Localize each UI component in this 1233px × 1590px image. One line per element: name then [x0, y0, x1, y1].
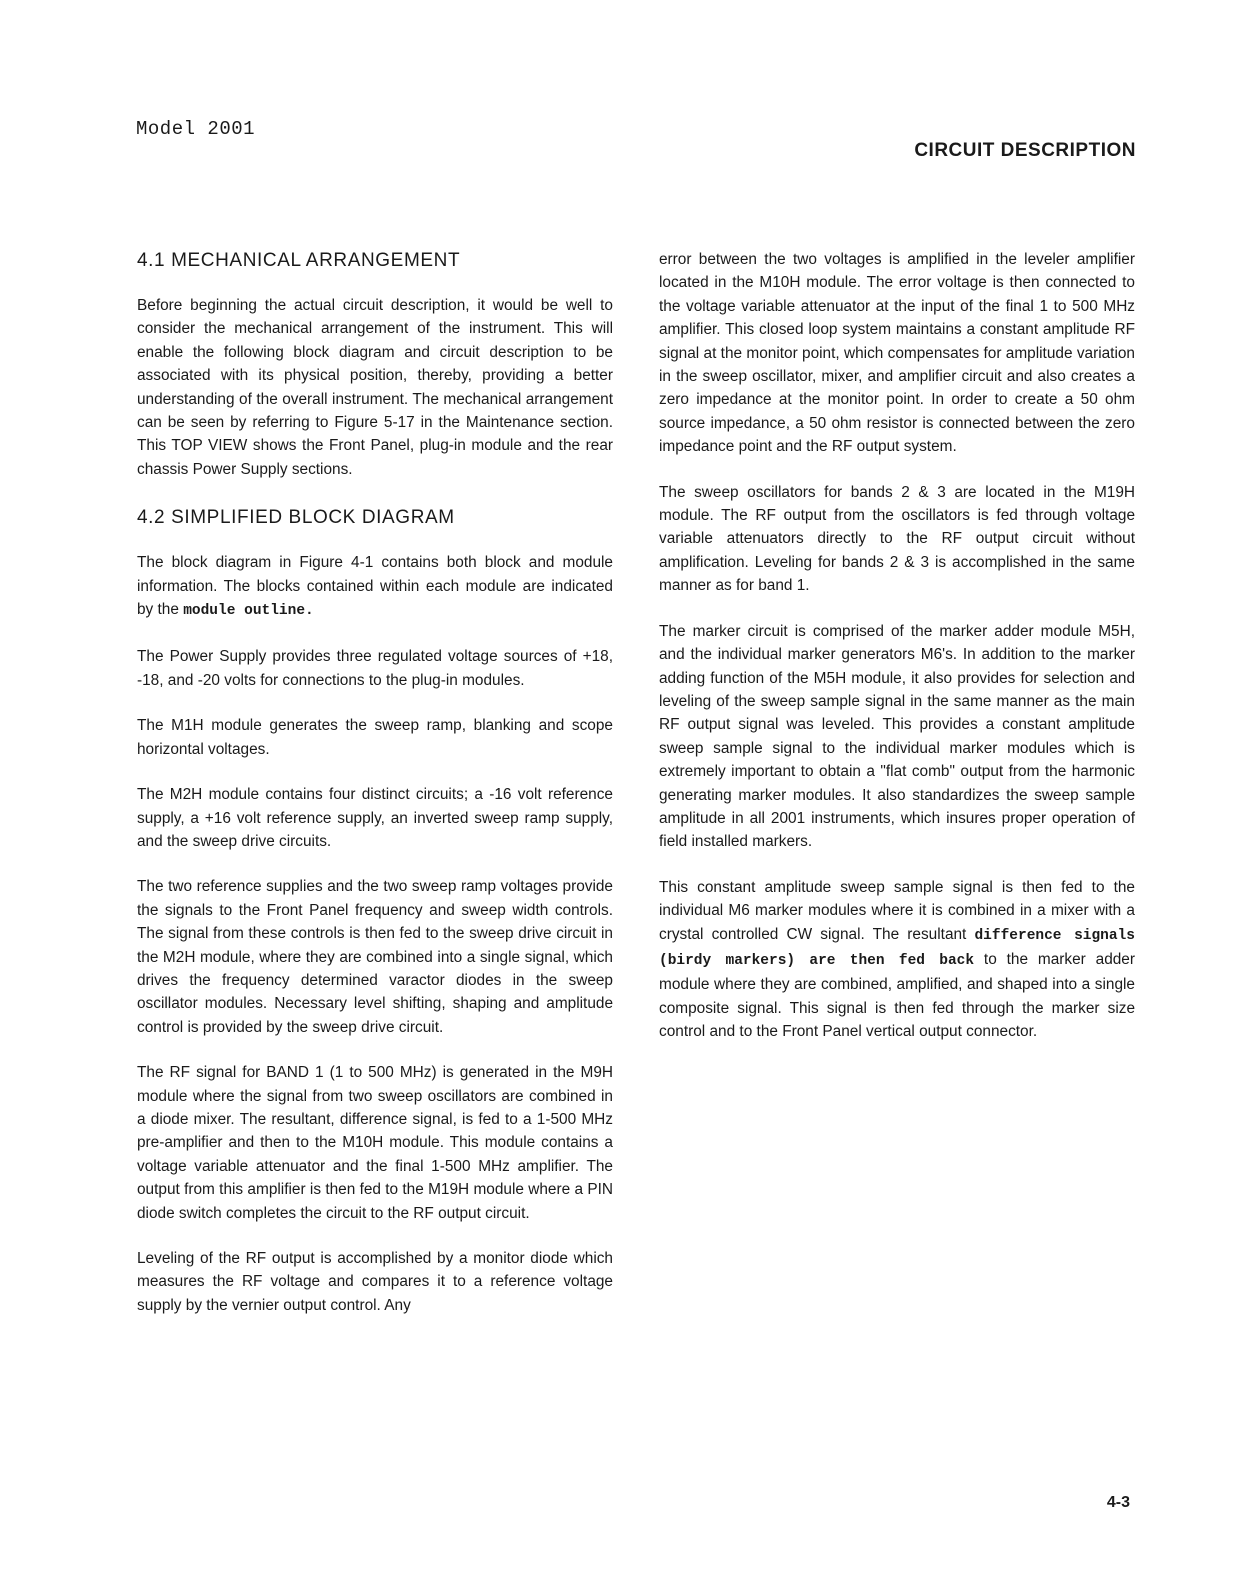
paragraph-m2h: The M2H module contains four distinct circuits; a -16 volt reference supply, a +16 volt reference supply, an inverted sweep ramp supply, and the sweep drive circuits.	[137, 786, 613, 850]
right-column	[659, 248, 1135, 1066]
paragraph-bands-2-3: The sweep oscillators for bands 2 & 3 are located in the M19H module. The RF output from the oscillators is fed through voltage variable attenuators directly to the RF output circuit without amplification. Leveling for bands 2 & 3 is accomplished in the same manner as for band 1.	[659, 483, 1135, 595]
paragraph-marker-circuit: The marker circuit is comprised of the marker adder module M5H, and the individual marker generators M6's. In addition to the marker adding function of the M5H module, it also provides for selection and leveling of the sweep sample signal in the same manner as the main RF output signal was leveled. This provides a constant amplitude sweep sample signal to the individual marker modules which is extremely important to obtain a "flat comb" output from the harmonic generating marker modules. It also standardizes the sweep sample amplitude in all 2001 instruments, which insures proper operation of field installed markers.	[659, 622, 1135, 851]
model-label: Model 2001	[136, 118, 256, 140]
section-title: CIRCUIT DESCRIPTION	[914, 140, 1136, 161]
module-outline-text: module outline.	[183, 603, 314, 620]
paragraph-power-supply: The Power Supply provides three regulated voltage sources of +18, -18, and -20 volts for connections to the plug-in modules.	[137, 648, 613, 689]
paragraph-rf-band1: The RF signal for BAND 1 (1 to 500 MHz) is generated in the M9H module where the signal from two sweep oscillators are combined in a diode mixer. The resultant, difference signal, is fed to a 1-500 MHz pre-amplifier and then to the M10H module. This module contains a voltage variable attenuator and the final 1-500 MHz amplifier. The output from this amplifier is then fed to the M19H module where a PIN diode switch completes the circuit to the RF output circuit.	[137, 1064, 613, 1222]
heading-mechanical-arrangement: 4.1 MECHANICAL ARRANGEMENT	[137, 250, 461, 271]
paragraph-block-diagram	[137, 551, 613, 623]
paragraph-mechanical: Before beginning the actual circuit description, it would be well to consider the mechanical arrangement of the instrument. This will enable the following block diagram and circuit description to be associated with its physical position, thereby, providing a better understanding of the overall instrument. The mechanical arrangement can be seen by referring to Figure 5-17 in the Maintenance section. This TOP VIEW shows the Front Panel, plug-in module and the rear chassis Power Supply sections.	[137, 297, 613, 478]
paragraph-block-diagram-text: The block diagram in Figure 4-1 contains both block and module information. The blocks contained within each module are indicated by the	[137, 554, 613, 619]
paragraph-m1h: The M1H module generates the sweep ramp, blanking and scope horizontal voltages.	[137, 717, 613, 758]
page-number: 4-3	[1106, 1494, 1130, 1511]
heading-block-diagram: 4.2 SIMPLIFIED BLOCK DIAGRAM	[137, 507, 455, 529]
paragraph-reference-supplies: The two reference supplies and the two sweep ramp voltages provide the signals to the Front Panel frequency and sweep width controls. The signal from these controls is then fed to the sweep drive circuit in the M2H module, where they are combined into a single signal, which drives the frequency determined varactor diodes in the sweep oscillator modules. Necessary level shifting, shaping and amplitude control is provided by the sweep drive circuit.	[137, 878, 613, 1036]
paragraph-marker-mixer-start: This constant amplitude sweep sample signal is then fed to the individual M6 marker modules where it is combined in a mixer with a crystal controlled CW signal. The resultant	[659, 878, 1135, 943]
paragraph-marker-mixer	[659, 876, 1135, 1044]
paragraph-leveling: Leveling of the RF output is accomplished by a monitor diode which measures the RF voltage and compares it to a reference voltage supply by the vernier output control. Any	[137, 1250, 613, 1314]
left-column	[137, 248, 613, 1339]
paragraph-marker-mixer-end: to the marker adder module where they are combined, amplified, and shaped into a single composite signal. This signal is then fed through the marker size control and to the Front Panel vertical output connector.	[659, 950, 1135, 1041]
paragraph-error-voltage: error between the two voltages is amplified in the leveler amplifier located in the M10H module. The error voltage is then connected to the voltage variable attenuator at the input of the final 1 to 500 MHz amplifier. This closed loop system maintains a constant amplitude RF signal at the monitor point, which compensates for amplitude variation in the sweep oscillator, mixer, and amplifier circuit and also creates a zero impedance at the monitor point. In order to create a 50 ohm source impedance, a 50 ohm resistor is connected between the zero impedance point and the RF output system.	[659, 251, 1135, 456]
birdy-markers-text: difference signals (birdy markers) are then fed back	[659, 927, 1135, 969]
